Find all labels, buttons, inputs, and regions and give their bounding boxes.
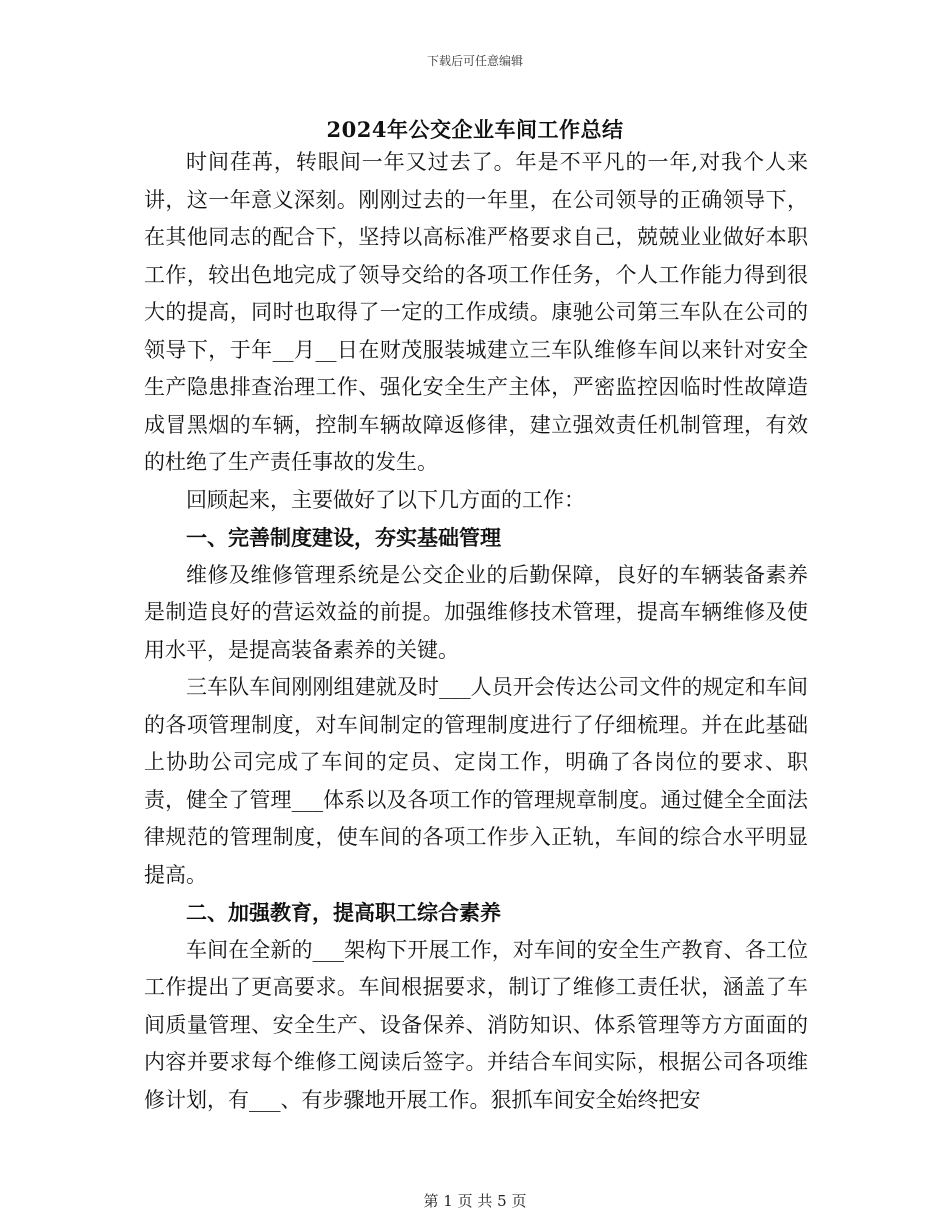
document-title: 2024年公交企业车间工作总结	[326, 117, 624, 142]
paragraph-section1-1: 维修及维修管理系统是公交企业的后勤保障，良好的车辆装备素养是制造良好的营运效益的前提。加强维修技术管理，提高车辆维修及使用水平，是提高装备素养的关键。	[144, 562, 808, 662]
paragraph-intro: 时间荏苒，转眼间一年又过去了。年是不平凡的一年,对我个人来讲，这一年意义深刻。刚刚过去的一年里，在公司领导的正确领导下，在其他同志的配合下，坚持以高标准严格要求自己，兢兢业业做好本职工作，较出色地完成了领导交给的各项工作任务，个人工作能力得到很大的提高，同时也取得了一定的工作成绩。康驰公司第三车队在公司的领导下，于年__月__日在财茂服装城建立三车队维修车间以来针对安全生产隐患排查治理工作、强化安全生产主体，严密监控因临时性故障造成冒黑烟的车辆，控制车辆故障返修律，建立强效责任机制管理，有效的杜绝了生产责任事故的发生。	[144, 150, 808, 474]
section-heading-1: 一、完善制度建设，夯实基础管理	[186, 525, 501, 550]
paragraph-section1-2: 三车队车间刚刚组建就及时___人员开会传达公司文件的规定和车间的各项管理制度，对车间制定的管理制度进行了仔细梳理。并在此基础上协助公司完成了车间的定员、定岗工作，明确了各岗位的要求、职责，健全了管理___体系以及各项工作的管理规章制度。通过健全全面法律规范的管理制度，使车间的各项工作步入正轨，车间的综合水平明显提高。	[144, 675, 808, 887]
page-number: 第 1 页 共 5 页	[423, 1192, 527, 1210]
paragraph-section2-1: 车间在全新的___架构下开展工作，对车间的安全生产教育、各工位工作提出了更高要求。车间根据要求，制订了维修工责任状，涵盖了车间质量管理、安全生产、设备保养、消防知识、体系管理等方方面面的内容并要求每个维修工阅读后签字。并结合车间实际，根据公司各项维修计划，有___、有步骤地开展工作。狠抓车间安全始终把安	[144, 937, 808, 1112]
document-body	[144, 144, 808, 1119]
section-heading-2: 二、加强教育，提高职工综合素养	[186, 900, 501, 925]
header-note: 下载后可任意编辑	[426, 54, 523, 68]
paragraph-review: 回顾起来，主要做好了以下几方面的工作：	[186, 487, 585, 512]
